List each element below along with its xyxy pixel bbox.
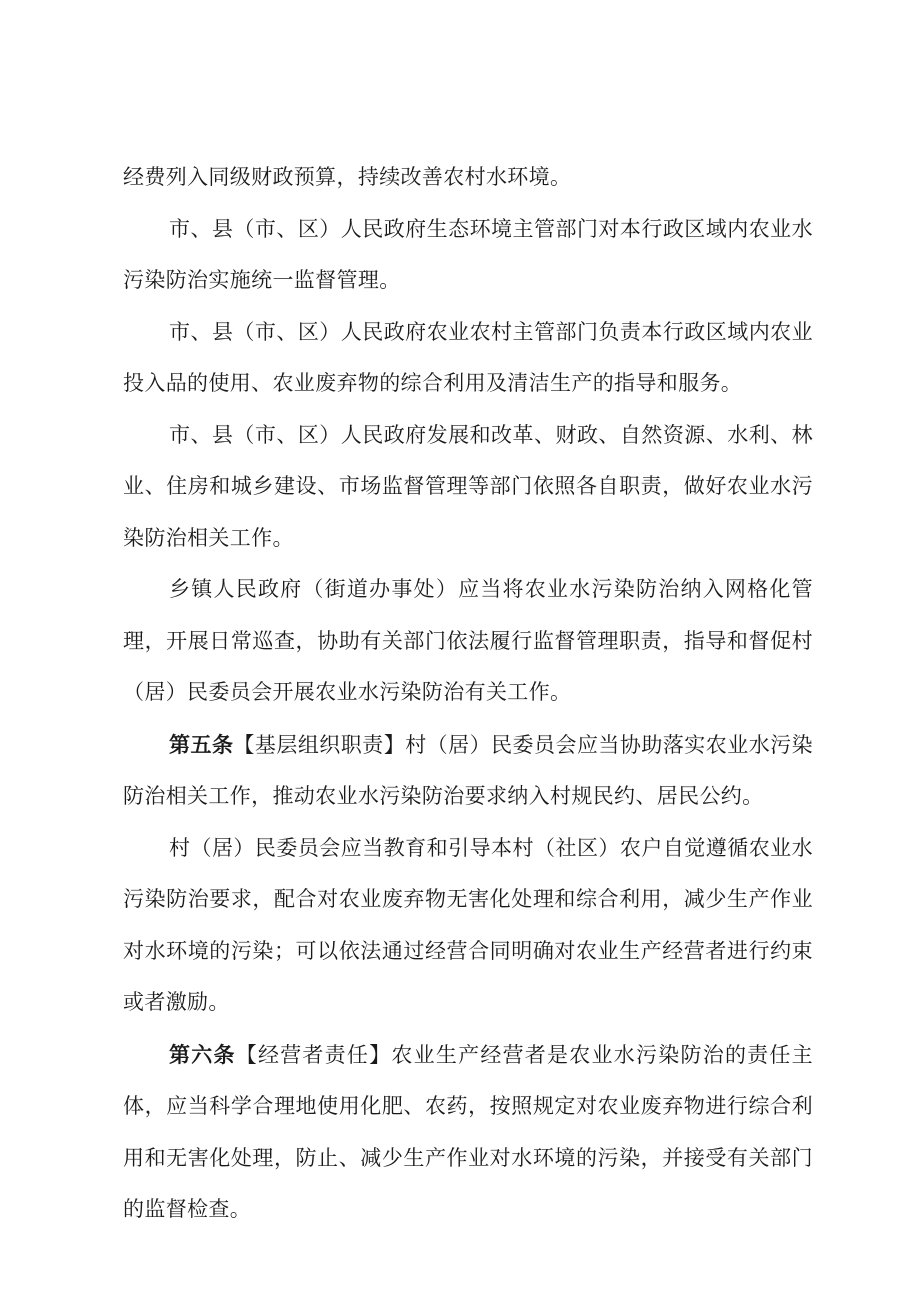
paragraph <box>123 152 813 204</box>
paragraph-text: 农业生产经营者是农业水污染防治的责任主体，应当科学合理地使用化肥、农药，按照规定对农业废弃物进行综合利用和无害化处理，防止、减少生产作业对水环境的污染，并接受有关部门的监督检查。 <box>123 1042 813 1221</box>
paragraph <box>123 410 813 565</box>
article-6-paragraph <box>123 1029 813 1236</box>
paragraph-text: 经费列入同级财政预算，持续改善农村水环境。 <box>123 165 572 189</box>
document-body <box>123 152 813 1236</box>
article-heading: 【基层组织职责】 <box>233 732 406 757</box>
paragraph-text: 市、县（市、区）人民政府生态环境主管部门对本行政区域内农业水污染防治实施统一监督管理。 <box>123 216 813 292</box>
paragraph <box>123 823 813 1029</box>
paragraph-text: 乡镇人民政府（街道办事处）应当将农业水污染防治纳入网格化管理，开展日常巡查，协助有关部门依法履行监督管理职责，指导和督促村（居）民委员会开展农业水污染防治有关工作。 <box>123 577 813 704</box>
paragraph-text: 市、县（市、区）人民政府发展和改革、财政、自然资源、水利、林业、住房和城乡建设、市场监督管理等部门依照各自职责，做好农业水污染防治相关工作。 <box>123 422 813 550</box>
article-number: 第六条 <box>169 1041 236 1067</box>
article-number: 第五条 <box>169 731 234 757</box>
paragraph <box>123 564 813 719</box>
paragraph <box>123 204 813 307</box>
paragraph <box>123 307 813 410</box>
paragraph-text: 村（居）民委员会应当教育和引导本村（社区）农户自觉遵循农业水污染防治要求，配合对农业废弃物无害化处理和综合利用，减少生产作业对水环境的污染；可以依法通过经营合同明确对农业生产经营者进行约束或者激励。 <box>123 835 813 1014</box>
article-heading: 【经营者责任】 <box>235 1042 392 1067</box>
paragraph-text: 村（居）民委员会应当协助落实农业水污染防治相关工作，推动农业水污染防治要求纳入村规民约、居民公约。 <box>123 732 813 808</box>
paragraph-text: 市、县（市、区）人民政府农业农村主管部门负责本行政区域内农业投入品的使用、农业废弃物的综合利用及清洁生产的指导和服务。 <box>123 319 813 395</box>
article-5-paragraph <box>123 719 813 823</box>
